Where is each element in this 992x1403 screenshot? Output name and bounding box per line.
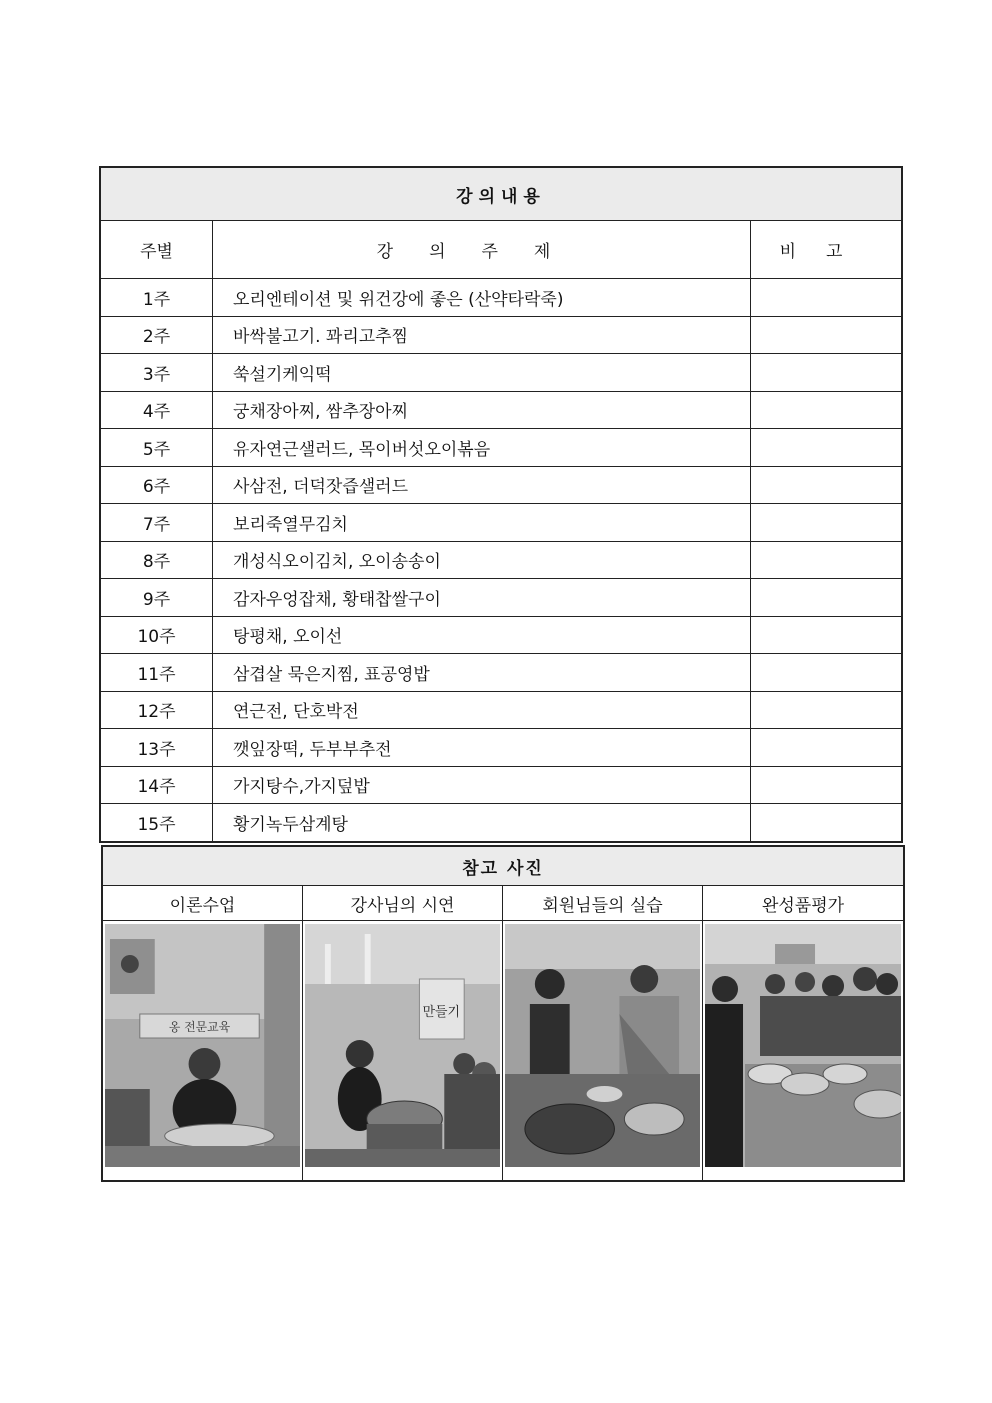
- lecture-title: 강의내용: [101, 168, 902, 221]
- topic-cell: 개성식오이김치, 오이송송이: [213, 541, 751, 579]
- note-header: 비고: [751, 221, 902, 279]
- photo-table: [102, 846, 904, 1181]
- photo-theory-class: [105, 924, 300, 1167]
- photo-cell-theory: [103, 921, 303, 1181]
- caption-demo: 강사님의 시연: [303, 886, 503, 921]
- topic-cell: 유자연근샐러드, 목이버섯오이볶음: [213, 429, 751, 467]
- note-cell: [751, 279, 902, 317]
- photo-row: [103, 921, 904, 1181]
- topic-cell: 황기녹두삼계탕: [213, 804, 751, 842]
- note-cell: [751, 766, 902, 804]
- topic-header: 강의주제: [213, 221, 751, 279]
- note-cell: [751, 354, 902, 392]
- caption-evaluation: 완성품평가: [703, 886, 904, 921]
- caption-practice: 회원님들의 실습: [503, 886, 703, 921]
- topic-cell: 오리엔테이션 및 위건강에 좋은 (산약타락죽): [213, 279, 751, 317]
- photo-instructor-demo: [305, 924, 500, 1167]
- photo-finished-evaluation: [705, 924, 901, 1167]
- note-cell: [751, 579, 902, 617]
- week-header: 주별: [101, 221, 213, 279]
- banner-text: 옹 전문교육: [168, 1019, 231, 1035]
- note-cell: [751, 504, 902, 542]
- week-cell: 15주: [101, 804, 213, 842]
- note-cell: [751, 729, 902, 767]
- note-cell: [751, 804, 902, 842]
- week-cell: 3주: [101, 354, 213, 392]
- photo-cell-evaluation: [703, 921, 904, 1181]
- lecture-table: [100, 167, 902, 842]
- week-cell: 1주: [101, 279, 213, 317]
- week-cell: 8주: [101, 541, 213, 579]
- note-cell: [751, 466, 902, 504]
- table-row: [101, 391, 902, 429]
- table-row: [101, 766, 902, 804]
- table-row: [101, 729, 902, 767]
- table-row: [101, 616, 902, 654]
- photo-cell-practice: [503, 921, 703, 1181]
- photo-cell-demo: [303, 921, 503, 1181]
- lecture-title-row: [101, 168, 902, 221]
- note-cell: [751, 316, 902, 354]
- week-cell: 12주: [101, 691, 213, 729]
- table-row: [101, 654, 902, 692]
- table-row: [101, 466, 902, 504]
- topic-cell: 감자우엉잡채, 황태찹쌀구이: [213, 579, 751, 617]
- photo-title: 참고 사진: [103, 847, 904, 886]
- note-cell: [751, 429, 902, 467]
- week-cell: 6주: [101, 466, 213, 504]
- lecture-header-row: [101, 221, 902, 279]
- topic-cell: 가지탕수,가지덮밥: [213, 766, 751, 804]
- table-row: [101, 691, 902, 729]
- table-row: [101, 504, 902, 542]
- topic-cell: 사삼전, 더덕잣즙샐러드: [213, 466, 751, 504]
- caption-theory: 이론수업: [103, 886, 303, 921]
- topic-cell: 깻잎장떡, 두부부추전: [213, 729, 751, 767]
- week-cell: 2주: [101, 316, 213, 354]
- topic-cell: 궁채장아찌, 쌈추장아찌: [213, 391, 751, 429]
- topic-cell: 연근전, 단호박전: [213, 691, 751, 729]
- table-row: [101, 541, 902, 579]
- sign-text: 만들기: [422, 1004, 461, 1021]
- topic-cell: 쑥설기케익떡: [213, 354, 751, 392]
- table-row: [101, 579, 902, 617]
- table-row: [101, 429, 902, 467]
- note-cell: [751, 691, 902, 729]
- photo-member-practice: [505, 924, 700, 1167]
- table-row: [101, 279, 902, 317]
- note-cell: [751, 391, 902, 429]
- note-cell: [751, 616, 902, 654]
- week-cell: 9주: [101, 579, 213, 617]
- week-cell: 7주: [101, 504, 213, 542]
- week-cell: 11주: [101, 654, 213, 692]
- table-row: [101, 804, 902, 842]
- table-row: [101, 354, 902, 392]
- topic-cell: 보리죽열무김치: [213, 504, 751, 542]
- topic-cell: 탕평채, 오이선: [213, 616, 751, 654]
- topic-cell: 삼겹살 묵은지찜, 표공영밥: [213, 654, 751, 692]
- photo-caption-row: [103, 886, 904, 921]
- note-cell: [751, 541, 902, 579]
- week-cell: 13주: [101, 729, 213, 767]
- week-cell: 4주: [101, 391, 213, 429]
- note-cell: [751, 654, 902, 692]
- topic-cell: 바싹불고기. 꽈리고추찜: [213, 316, 751, 354]
- photo-title-row: [103, 847, 904, 886]
- week-cell: 10주: [101, 616, 213, 654]
- table-row: [101, 316, 902, 354]
- week-cell: 5주: [101, 429, 213, 467]
- week-cell: 14주: [101, 766, 213, 804]
- lecture-rows: [101, 279, 902, 842]
